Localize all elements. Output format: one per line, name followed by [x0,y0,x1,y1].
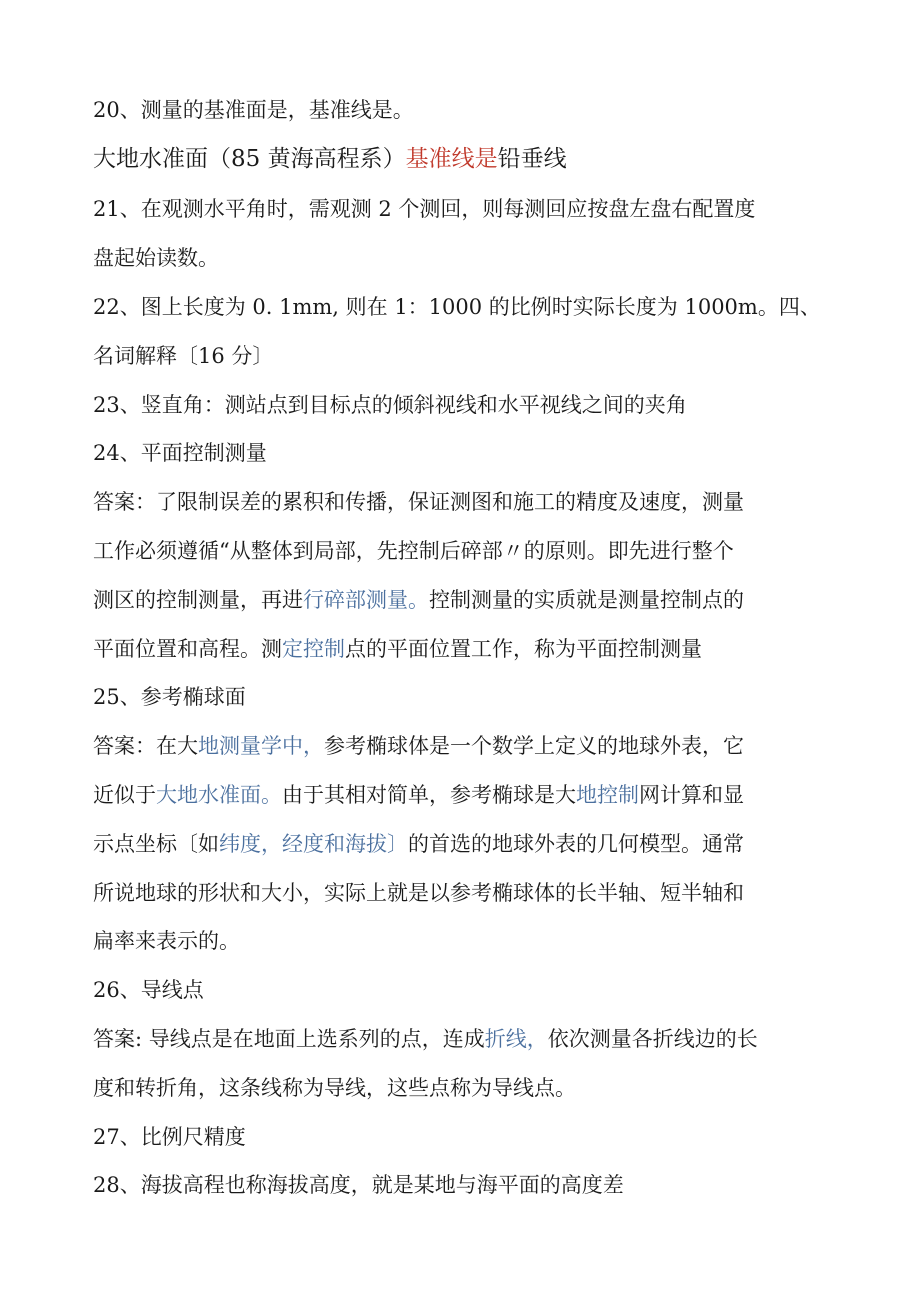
answer-25-line3: 示点坐标〔如纬度，经度和海拔〕的首选的地球外表的几何模型。通常 [93,832,744,856]
question-23: 23、竖直角：测站点到目标点的倾斜视线和水平视线之间的夹角 [93,393,687,417]
question-27-title: 27、比例尺精度 [93,1125,246,1149]
answer-24-line1: 答案：了限制误差的累积和传播，保证测图和施工的精度及速度，测量 [93,490,744,514]
answer-25-line5: 扁率来表示的。 [93,929,240,953]
question-25-title: 25、参考椭球面 [93,685,246,709]
answer-24-line4: 平面位置和高程。测定控制点的平面位置工作，称为平面控制测量 [93,637,702,661]
answer-24-line3: 测区的控制测量，再进行碎部测量。控制测量的实质就是测量控制点的 [93,588,744,612]
question-24-title: 24、平面控制测量 [93,441,267,465]
question-21-line1: 21、在观测水平角时，需观测 2 个测回，则每测回应按盘左盘右配置度 [93,197,756,221]
link-text[interactable]: 地控制 [576,783,639,807]
question-21-line2: 盘起始读数。 [93,246,219,270]
answer-26-line1: 答案: 导线点是在地面上选系列的点，连成折线，依次测量各折线边的长 [93,1027,758,1051]
link-text[interactable]: 纬度，经度和海拔〕 [219,832,408,856]
link-text[interactable]: 行碎部测量。 [303,588,429,612]
answer-25-line2: 近似于大地水准面。由于其相对简单，参考椭球是大地控制网计算和显 [93,783,744,807]
question-20: 20、测量的基准面是，基准线是。 [93,98,414,122]
answer-20: 大地水准面（85 黄海高程系）基准线是铅垂线 [93,146,567,172]
question-22-line1: 22、图上长度为 0. 1mm, 则在 1：1000 的比例时实际长度为 1000m。四、 [93,295,821,319]
link-text[interactable]: 大地水准面。 [156,783,282,807]
answer-25-line1: 答案：在大地测量学中，参考椭球体是一个数学上定义的地球外表，它 [93,734,744,758]
question-28: 28、海拔高程也称海拔高度，就是某地与海平面的高度差 [93,1173,624,1197]
link-text[interactable]: 折线， [484,1027,548,1051]
question-26-title: 26、导线点 [93,978,204,1002]
highlight-red: 基准线是 [405,146,498,172]
answer-24-line2: 工作必须遵循“从整体到局部，先控制后碎部〃的原则。即先进行整个 [93,539,734,563]
question-22-line2: 名词解释〔16 分〕 [93,344,274,368]
link-text[interactable]: 定控制 [282,637,345,661]
link-text[interactable]: 地测量学中， [198,734,324,758]
answer-25-line4: 所说地球的形状和大小，实际上就是以参考椭球体的长半轴、短半轴和 [93,881,744,905]
answer-26-line2: 度和转折角，这条线称为导线，这些点称为导线点。 [93,1076,576,1100]
